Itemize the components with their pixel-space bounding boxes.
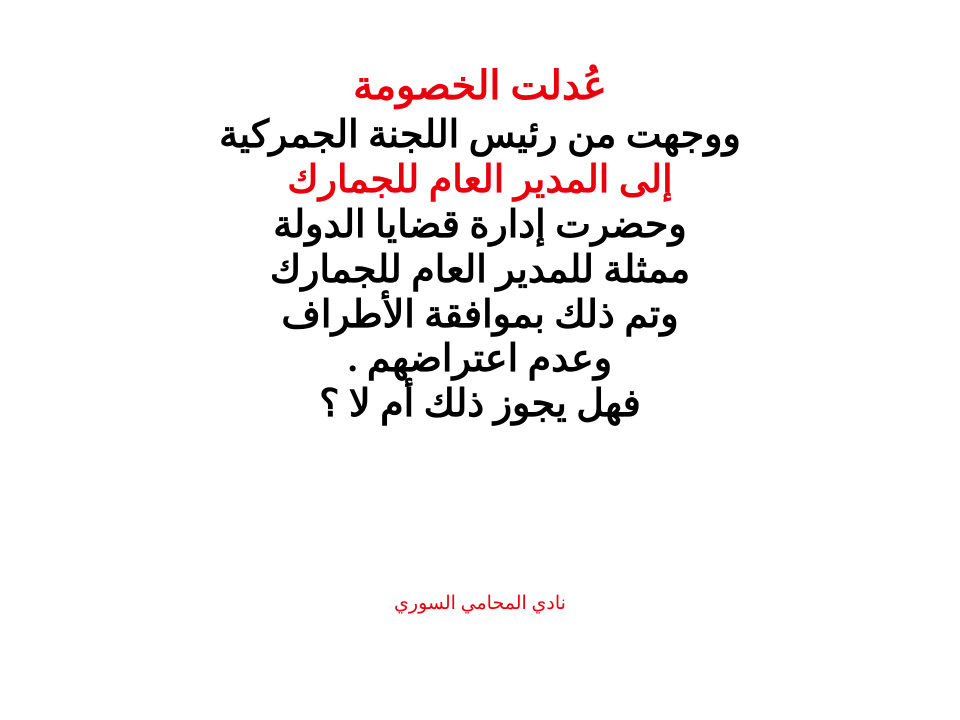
slide-credit: نادي المحامي السوري <box>394 593 566 614</box>
slide-body-line-2: إلى المدير العام للجمارك <box>287 159 673 202</box>
slide-text-block <box>0 62 960 427</box>
slide-body-line-1: ووجهت من رئيس اللجنة الجمركية <box>219 114 741 157</box>
slide-body-line-7: فهل يجوز ذلك أم لا ؟ <box>319 383 641 426</box>
slide-body-line-6: وعدم اعتراضهم . <box>347 338 613 381</box>
slide-body-line-4: ممثلة للمدير العام للجمارك <box>269 248 691 291</box>
slide-body-line-5: وتم ذلك بموافقة الأطراف <box>281 293 679 336</box>
slide-title: عُدلت الخصومة <box>353 63 607 108</box>
slide-body-line-3: وحضرت إدارة قضايا الدولة <box>273 203 687 246</box>
